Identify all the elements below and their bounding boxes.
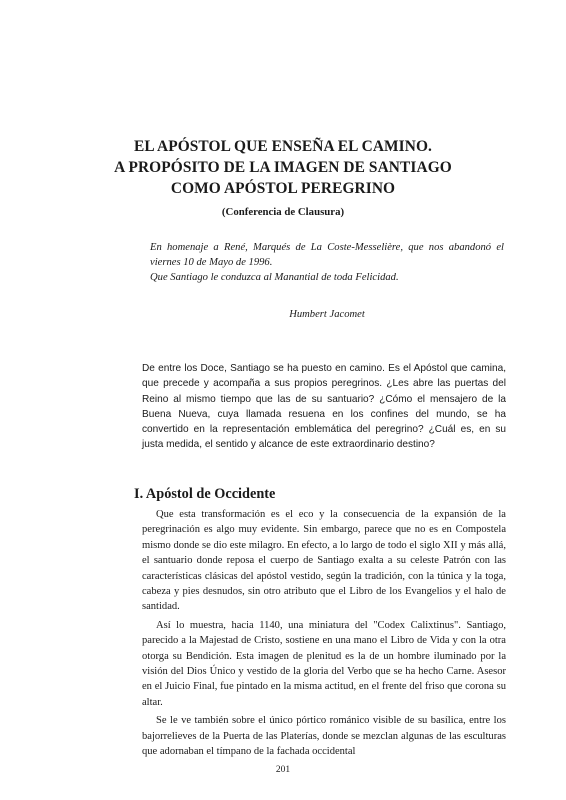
article-subtitle: (Conferencia de Clausura) [221, 206, 345, 218]
dedication [150, 241, 504, 285]
section-heading: I. Apóstol de Occidente [134, 486, 276, 502]
dedication-line-2: Que Santiago le conduzca al Manantial de toda Felicidad. [150, 271, 399, 283]
title-line-1: EL APÓSTOL QUE ENSEÑA EL CAMINO. [134, 138, 432, 155]
body-paragraph-1: Que esta transformación es el eco y la consecuencia de la expansión de la peregrinación es algo muy evidente. Sin embargo, parece que no es en Compostela mismo donde se dio este milagro. En efecto, a lo largo de todo el siglo XII y más allá, el santuario donde reposa el cuerpo de Santiago exalta a su celeste Patrón con las características clásicas del apóstol vestido, según la tradición, con la túnica y la toga, cabeza y pies desnudos, sin otro atributo que el Libro de los Evangelios y el halo de santidad. [142, 509, 506, 613]
dedication-line-1: En homenaje a René, Marqués de La Coste-Messelière, que nos abandonó el viernes 10 de Mayo de 1996. [150, 242, 504, 268]
intro-paragraph: De entre los Doce, Santiago se ha puesto en camino. Es el Apóstol que camina, que precede y acompaña a sus propios peregrinos. ¿Les abre las puertas del Reino al mismo tiempo que las de su santuario? ¿Cómo el mensajero de la Buena Nueva, cuya llamada resuena en los confines del mundo, se ha convertido en la representación emblemática del peregrino? ¿Cuál es, en su justa medida, el sentido y alcance de este extraordinario destino? [142, 363, 506, 451]
page-number: 201 [275, 765, 291, 775]
body-paragraph-2: Así lo muestra, hacia 1140, una miniatura del "Codex Calixtinus". Santiago, parecido a la Majestad de Cristo, sostiene en una mano el Libro de Vida y con la otra otorga su Bendición. Esta imagen de plenitud es la de un hombre iluminado por la visión del Dios Único y vestido de la gloria del Verbo que se ha hecho Carne. Asesor en el Juicio Final, fue pintado en la misma actitud, en el frente del friso que corona su altar. [142, 619, 506, 708]
article-title [60, 136, 506, 199]
section-body [142, 507, 506, 763]
author-name: Humbert Jacomet [289, 309, 365, 320]
title-line-2: A PROPÓSITO DE LA IMAGEN DE SANTIAGO [114, 159, 452, 176]
body-paragraph-3: Se le ve también sobre el único pórtico románico visible de su basílica, entre los bajorrelieves de la Puerta de las Platerías, donde se mezclan algunas de las esculturas que adornaban el tímpano de la fachada occidental [142, 715, 506, 758]
title-line-3: COMO APÓSTOL PEREGRINO [170, 180, 396, 197]
